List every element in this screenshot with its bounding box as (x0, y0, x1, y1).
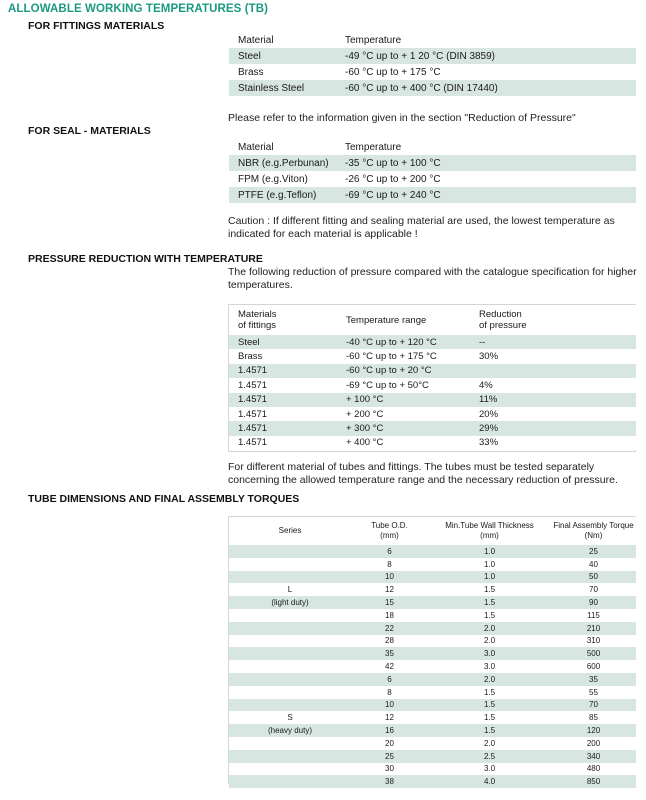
cell (229, 571, 351, 584)
tubes-heading: TUBE DIMENSIONS AND FINAL ASSEMBLY TORQUES (28, 493, 300, 505)
col-temperature: Temperature (336, 32, 636, 48)
cell: 850 (551, 775, 636, 788)
cell (229, 558, 351, 571)
cell (229, 737, 351, 750)
cell: 1.4571 (229, 378, 337, 392)
cell: -60 °C up to + 175 °C (336, 64, 636, 80)
fittings-table (229, 32, 636, 96)
cell: -60 °C up to + 400 °C (DIN 17440) (336, 80, 636, 96)
cell: 6 (351, 545, 428, 558)
table-row (229, 724, 636, 737)
table-row (229, 750, 636, 763)
cell: 18 (351, 609, 428, 622)
cell: -26 °C up to + 200 °C (336, 171, 636, 187)
cell (229, 660, 351, 673)
cell: -49 °C up to + 1 20 °C (DIN 3859) (336, 48, 636, 64)
cell: 1.5 (428, 724, 551, 737)
page-title: ALLOWABLE WORKING TEMPERATURES (TB) (8, 3, 269, 15)
table-row (229, 335, 636, 349)
cell: 55 (551, 686, 636, 699)
table-row (229, 647, 636, 660)
cell: -60 °C up to + 20 °C (337, 364, 470, 378)
table-row (229, 378, 636, 392)
cell: 1.4571 (229, 421, 337, 435)
cell: 4% (470, 378, 636, 392)
table-row (229, 436, 636, 450)
cell: 1.4571 (229, 393, 337, 407)
cell: 29% (470, 421, 636, 435)
tubes-table (229, 517, 636, 788)
cell: + 200 °C (337, 407, 470, 421)
table-row (229, 64, 636, 80)
table-row (229, 775, 636, 788)
cell: 30% (470, 349, 636, 363)
cell: 1.4571 (229, 436, 337, 450)
cell: 3.0 (428, 660, 551, 673)
cell: 340 (551, 750, 636, 763)
table-row (229, 622, 636, 635)
cell: 1.5 (428, 596, 551, 609)
cell: 1.0 (428, 571, 551, 584)
cell: Stainless Steel (229, 80, 336, 96)
cell: 11% (470, 393, 636, 407)
cell: 25 (551, 545, 636, 558)
pressure-note: For different material of tubes and fittings. The tubes must be tested separately concerning the allowed temperature range and the necessary reduction of pressure. (228, 461, 618, 486)
cell (229, 609, 351, 622)
cell: 15 (351, 596, 428, 609)
seal-caution: Caution : If different fitting and sealing material are used, the lowest temperature as indicated for each material is applicable ! (228, 215, 615, 240)
cell: 90 (551, 596, 636, 609)
col-material: Material (229, 139, 336, 155)
cell: 8 (351, 686, 428, 699)
cell: S (229, 711, 351, 724)
cell (229, 686, 351, 699)
cell: + 100 °C (337, 393, 470, 407)
cell: Steel (229, 335, 337, 349)
cell: 1.4571 (229, 407, 337, 421)
cell: 35 (551, 673, 636, 686)
col-reduction: Reduction of pressure (470, 305, 636, 335)
cell: 210 (551, 622, 636, 635)
table-row (229, 711, 636, 724)
cell: 22 (351, 622, 428, 635)
fittings-note: Please refer to the information given in the section "Reduction of Pressure" (228, 112, 576, 124)
table-row (229, 155, 636, 171)
cell (229, 673, 351, 686)
cell: 4.0 (428, 775, 551, 788)
col-tube-od: Tube O.D. (mm) (351, 517, 428, 545)
cell (229, 647, 351, 660)
col-materials: Materials of fittings (229, 305, 337, 335)
cell: 1.5 (428, 711, 551, 724)
table-row (229, 660, 636, 673)
cell: Brass (229, 64, 336, 80)
table-row (229, 571, 636, 584)
col-wall-thickness: Min.Tube Wall Thickness (mm) (428, 517, 551, 545)
table-row (229, 187, 636, 203)
table-row (229, 171, 636, 187)
table-row (229, 545, 636, 558)
seal-heading: FOR SEAL - MATERIALS (28, 125, 151, 137)
cell: -35 °C up to + 100 °C (336, 155, 636, 171)
seal-table (229, 139, 636, 203)
cell: 310 (551, 635, 636, 648)
cell: 70 (551, 583, 636, 596)
table-row (229, 583, 636, 596)
cell: L (229, 583, 351, 596)
cell: 30 (351, 763, 428, 776)
cell: 28 (351, 635, 428, 648)
cell: 42 (351, 660, 428, 673)
cell: Brass (229, 349, 337, 363)
cell (229, 622, 351, 635)
cell: -40 °C up to + 120 °C (337, 335, 470, 349)
cell (229, 635, 351, 648)
cell: 1.4571 (229, 364, 337, 378)
table-row (229, 393, 636, 407)
cell (229, 699, 351, 712)
cell: 3.0 (428, 647, 551, 660)
table-row (229, 364, 636, 378)
cell: 10 (351, 699, 428, 712)
cell: 1.5 (428, 699, 551, 712)
col-temperature: Temperature (336, 139, 636, 155)
cell: 2.5 (428, 750, 551, 763)
cell: (heavy duty) (229, 724, 351, 737)
cell: + 400 °C (337, 436, 470, 450)
cell: 1.5 (428, 609, 551, 622)
table-row (229, 673, 636, 686)
cell: -69 °C up to + 50°C (337, 378, 470, 392)
table-row (229, 686, 636, 699)
cell: 480 (551, 763, 636, 776)
cell: 3.0 (428, 763, 551, 776)
cell (229, 775, 351, 788)
cell: FPM (e.g.Viton) (229, 171, 336, 187)
cell: 500 (551, 647, 636, 660)
cell: 10 (351, 571, 428, 584)
cell: Steel (229, 48, 336, 64)
cell: 2.0 (428, 737, 551, 750)
cell: 70 (551, 699, 636, 712)
table-row (229, 737, 636, 750)
cell: (light duty) (229, 596, 351, 609)
cell: 1.5 (428, 583, 551, 596)
cell: 6 (351, 673, 428, 686)
table-row (229, 609, 636, 622)
cell: 50 (551, 571, 636, 584)
cell (229, 763, 351, 776)
table-row (229, 763, 636, 776)
table-row (229, 635, 636, 648)
cell: 1.0 (428, 558, 551, 571)
col-torque: Final Assembly Torque (Nm) (551, 517, 636, 545)
cell: 16 (351, 724, 428, 737)
table-row (229, 349, 636, 363)
cell: 600 (551, 660, 636, 673)
cell (229, 545, 351, 558)
cell (229, 750, 351, 763)
cell: -60 °C up to + 175 °C (337, 349, 470, 363)
cell: PTFE (e.g.Teflon) (229, 187, 336, 203)
table-row (229, 421, 636, 435)
cell: 20% (470, 407, 636, 421)
cell: 1.0 (428, 545, 551, 558)
table-row (229, 699, 636, 712)
table-row (229, 596, 636, 609)
cell: 20 (351, 737, 428, 750)
cell: -- (470, 335, 636, 349)
cell: + 300 °C (337, 421, 470, 435)
pressure-intro: The following reduction of pressure compared with the catalogue specification for higher temperatures. (228, 266, 637, 291)
fittings-heading: FOR FITTINGS MATERIALS (28, 20, 165, 32)
table-row (229, 407, 636, 421)
pressure-table (229, 305, 636, 450)
cell: 2.0 (428, 622, 551, 635)
cell: 40 (551, 558, 636, 571)
cell: 8 (351, 558, 428, 571)
cell: 115 (551, 609, 636, 622)
cell: 2.0 (428, 673, 551, 686)
cell: 25 (351, 750, 428, 763)
cell: 120 (551, 724, 636, 737)
cell: 85 (551, 711, 636, 724)
cell: 35 (351, 647, 428, 660)
cell: 38 (351, 775, 428, 788)
cell: 200 (551, 737, 636, 750)
cell: 12 (351, 711, 428, 724)
table-row (229, 80, 636, 96)
cell: NBR (e.g.Perbunan) (229, 155, 336, 171)
col-temperature-range: Temperature range (337, 305, 470, 335)
cell: -69 °C up to + 240 °C (336, 187, 636, 203)
col-material: Material (229, 32, 336, 48)
table-row (229, 48, 636, 64)
cell: 2.0 (428, 635, 551, 648)
cell: 1.5 (428, 686, 551, 699)
cell: 12 (351, 583, 428, 596)
cell: 33% (470, 436, 636, 450)
table-row (229, 558, 636, 571)
cell (470, 364, 636, 378)
col-series: Series (229, 517, 351, 545)
pressure-heading: PRESSURE REDUCTION WITH TEMPERATURE (28, 253, 263, 265)
